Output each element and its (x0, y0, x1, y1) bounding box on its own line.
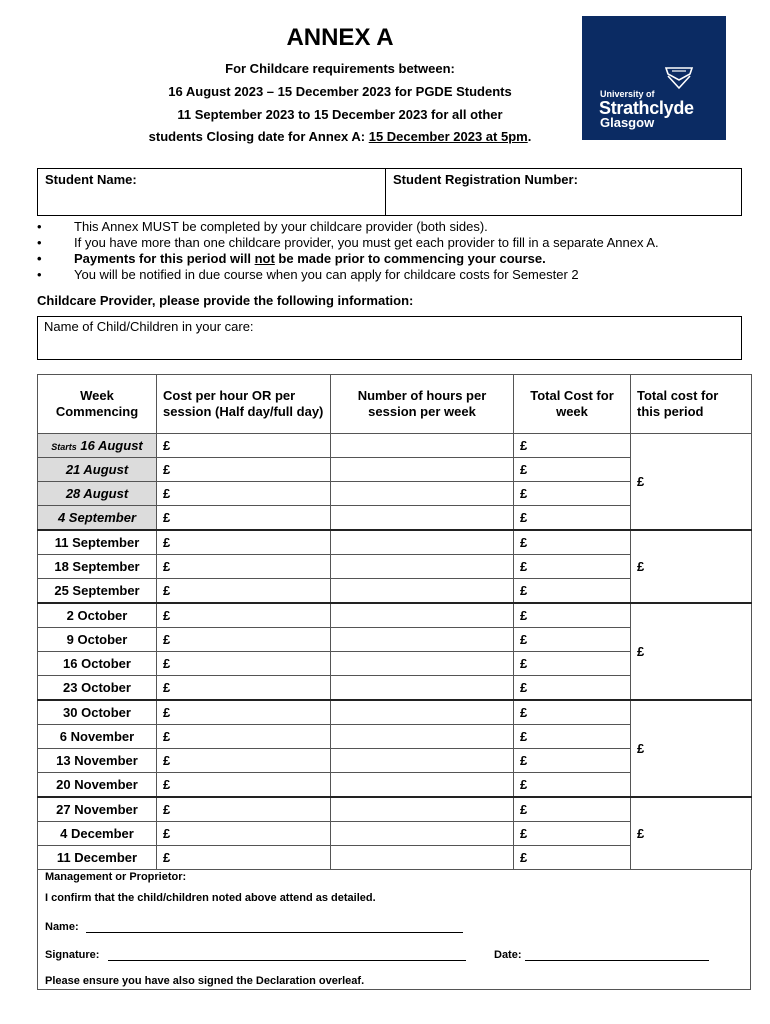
week-label: 23 October (63, 680, 131, 695)
logo-line-1: University of (600, 89, 655, 99)
table-row (38, 603, 752, 628)
hours-cell[interactable] (331, 434, 514, 458)
cost-per-session-cell[interactable]: £ (157, 797, 331, 822)
header-line-4 (0, 129, 680, 144)
logo-line-2: Strathclyde (599, 98, 694, 118)
total-week-cell[interactable]: £ (514, 530, 631, 555)
hours-cell[interactable] (331, 797, 514, 822)
hours-cell[interactable] (331, 579, 514, 604)
cost-table (37, 374, 752, 870)
total-week-cell[interactable]: £ (514, 652, 631, 676)
week-label: 4 September (57, 510, 137, 525)
closing-suffix: . (527, 129, 532, 144)
instruction-item: • You will be notified in due course when you can apply for childcare costs for Semester 2 (37, 267, 747, 283)
header-total-week: Total Cost for week (514, 375, 631, 434)
hours-cell[interactable] (331, 773, 514, 798)
name-field[interactable] (86, 932, 463, 933)
student-name-label: Student Name: (45, 172, 137, 187)
logo-line-3: Glasgow (600, 115, 655, 130)
header-hours: Number of hours per session per week (331, 375, 514, 434)
cost-per-session-cell[interactable]: £ (157, 579, 331, 604)
week-label: 13 November (56, 753, 138, 768)
hours-cell[interactable] (331, 628, 514, 652)
cost-per-session-cell[interactable]: £ (157, 628, 331, 652)
header-line-3: 11 September 2023 to 15 December 2023 for all other (177, 107, 503, 122)
total-week-cell[interactable]: £ (514, 846, 631, 870)
hours-cell[interactable] (331, 603, 514, 628)
week-commencing-cell (38, 506, 157, 531)
period-currency: £ (637, 474, 645, 489)
cost-per-session-cell[interactable]: £ (157, 506, 331, 531)
table-row (38, 530, 752, 555)
week-label: 28 August (65, 486, 129, 501)
total-week-cell[interactable]: £ (514, 628, 631, 652)
week-commencing-cell (38, 652, 157, 676)
child-name-label: Name of Child/Children in your care: (44, 319, 254, 334)
total-week-cell[interactable]: £ (514, 603, 631, 628)
week-commencing-cell (38, 555, 157, 579)
provider-heading: Childcare Provider, please provide the following information: (37, 293, 414, 308)
payment-text-post: be made prior to commencing your course. (274, 251, 546, 266)
cost-per-session-cell[interactable]: £ (157, 530, 331, 555)
hours-cell[interactable] (331, 725, 514, 749)
total-week-cell[interactable]: £ (514, 749, 631, 773)
instruction-item: • If you have more than one childcare provider, you must get each provider to fill in a separate Annex A. (37, 235, 747, 251)
table-row (38, 700, 752, 725)
week-commencing-cell (38, 458, 157, 482)
hours-cell[interactable] (331, 530, 514, 555)
mgmt-label: Management or Proprietor: (45, 871, 187, 883)
signature-field[interactable] (108, 960, 466, 961)
table-row (38, 434, 752, 458)
hours-cell[interactable] (331, 749, 514, 773)
cost-per-session-cell[interactable]: £ (157, 773, 331, 798)
total-week-cell[interactable]: £ (514, 773, 631, 798)
total-week-cell[interactable]: £ (514, 482, 631, 506)
total-week-cell[interactable]: £ (514, 725, 631, 749)
cost-per-session-cell[interactable]: £ (157, 749, 331, 773)
week-commencing-cell (38, 822, 157, 846)
week-label: 25 September (54, 583, 140, 598)
total-week-cell[interactable]: £ (514, 822, 631, 846)
payment-text-not: not (254, 251, 275, 266)
total-period-cell[interactable] (631, 603, 752, 700)
week-label: 11 December (56, 850, 138, 865)
period-currency: £ (637, 644, 645, 659)
hours-cell[interactable] (331, 506, 514, 531)
total-week-cell[interactable]: £ (514, 797, 631, 822)
total-week-cell[interactable]: £ (514, 434, 631, 458)
cost-per-session-cell[interactable]: £ (157, 458, 331, 482)
week-commencing-cell (38, 773, 157, 798)
date-field[interactable] (525, 960, 709, 961)
hours-cell[interactable] (331, 822, 514, 846)
starts-label: Starts (51, 442, 77, 452)
week-commencing-cell (38, 434, 157, 458)
week-commencing-cell (38, 797, 157, 822)
name-label: Name: (45, 921, 79, 933)
week-label: 4 December (60, 826, 134, 841)
cost-per-session-cell[interactable]: £ (157, 846, 331, 870)
week-commencing-cell (38, 603, 157, 628)
period-currency: £ (637, 741, 645, 756)
cost-per-session-cell[interactable]: £ (157, 652, 331, 676)
crest-icon (664, 66, 694, 90)
cost-per-session-cell[interactable]: £ (157, 482, 331, 506)
week-commencing-cell (38, 846, 157, 870)
hours-cell[interactable] (331, 482, 514, 506)
signature-label: Signature: (45, 949, 100, 961)
cost-per-session-cell[interactable]: £ (157, 725, 331, 749)
week-commencing-cell (38, 749, 157, 773)
total-period-cell[interactable] (631, 700, 752, 797)
hours-cell[interactable] (331, 676, 514, 701)
payment-text-pre: Payments for this period will (74, 251, 255, 266)
cost-per-session-cell[interactable]: £ (157, 676, 331, 701)
week-label: 11 September (54, 535, 140, 550)
child-name-field[interactable] (37, 316, 742, 360)
university-logo (582, 16, 726, 140)
total-period-cell[interactable] (631, 530, 752, 603)
total-period-cell[interactable] (631, 434, 752, 531)
total-week-cell[interactable]: £ (514, 579, 631, 604)
week-label: 27 November (56, 802, 138, 817)
confirm-text: I confirm that the child/children noted above attend as detailed. (45, 892, 376, 904)
week-label: 2 October (66, 608, 128, 623)
week-commencing-cell (38, 482, 157, 506)
total-week-cell[interactable]: £ (514, 700, 631, 725)
total-week-cell[interactable]: £ (514, 506, 631, 531)
student-box-divider (385, 169, 386, 215)
week-commencing-cell (38, 700, 157, 725)
hours-cell[interactable] (331, 700, 514, 725)
closing-date: 15 December 2023 at 5pm (368, 129, 528, 144)
week-label: 30 October (63, 705, 131, 720)
declaration-box (37, 870, 751, 990)
week-commencing-cell (38, 579, 157, 604)
week-label: 20 November (56, 777, 138, 792)
hours-cell[interactable] (331, 846, 514, 870)
page-title: ANNEX A (286, 24, 394, 51)
hours-cell[interactable] (331, 458, 514, 482)
week-label: 21 August (65, 462, 129, 477)
total-week-cell[interactable]: £ (514, 555, 631, 579)
header-line-2: 16 August 2023 – 15 December 2023 for PGDE Students (168, 84, 512, 99)
week-label: 16 August (80, 438, 143, 453)
hours-cell[interactable] (331, 652, 514, 676)
overleaf-note: Please ensure you have also signed the Declaration overleaf. (45, 975, 365, 987)
header-total-period: Total cost for this period (631, 375, 752, 434)
week-label: 16 October (63, 656, 131, 671)
cost-per-session-cell[interactable]: £ (157, 822, 331, 846)
closing-label: students Closing date for Annex A: (148, 129, 369, 144)
week-commencing-cell (38, 725, 157, 749)
cost-per-session-cell[interactable]: £ (157, 603, 331, 628)
instruction-item (37, 251, 747, 267)
total-period-cell[interactable] (631, 797, 752, 870)
total-week-cell[interactable]: £ (514, 676, 631, 701)
period-currency: £ (637, 826, 645, 841)
cost-per-session-cell[interactable]: £ (157, 434, 331, 458)
header-cost: Cost per hour OR per session (Half day/full day) (157, 375, 331, 434)
week-commencing-cell (38, 676, 157, 701)
instruction-item: • This Annex MUST be completed by your childcare provider (both sides). (37, 219, 747, 235)
hours-cell[interactable] (331, 555, 514, 579)
cost-per-session-cell[interactable]: £ (157, 700, 331, 725)
student-details-box (37, 168, 742, 216)
week-label: 6 November (59, 729, 135, 744)
total-week-cell[interactable]: £ (514, 458, 631, 482)
student-reg-label: Student Registration Number: (393, 172, 578, 187)
cost-per-session-cell[interactable]: £ (157, 555, 331, 579)
header-week: Week Commencing (38, 375, 157, 434)
date-label: Date: (494, 949, 522, 961)
period-currency: £ (637, 559, 645, 574)
week-label: 18 September (54, 559, 140, 574)
instructions-list (37, 219, 747, 283)
week-label: 9 October (66, 632, 128, 647)
header-line-1: For Childcare requirements between: (225, 61, 455, 76)
table-row (38, 797, 752, 822)
week-commencing-cell (38, 530, 157, 555)
week-commencing-cell (38, 628, 157, 652)
